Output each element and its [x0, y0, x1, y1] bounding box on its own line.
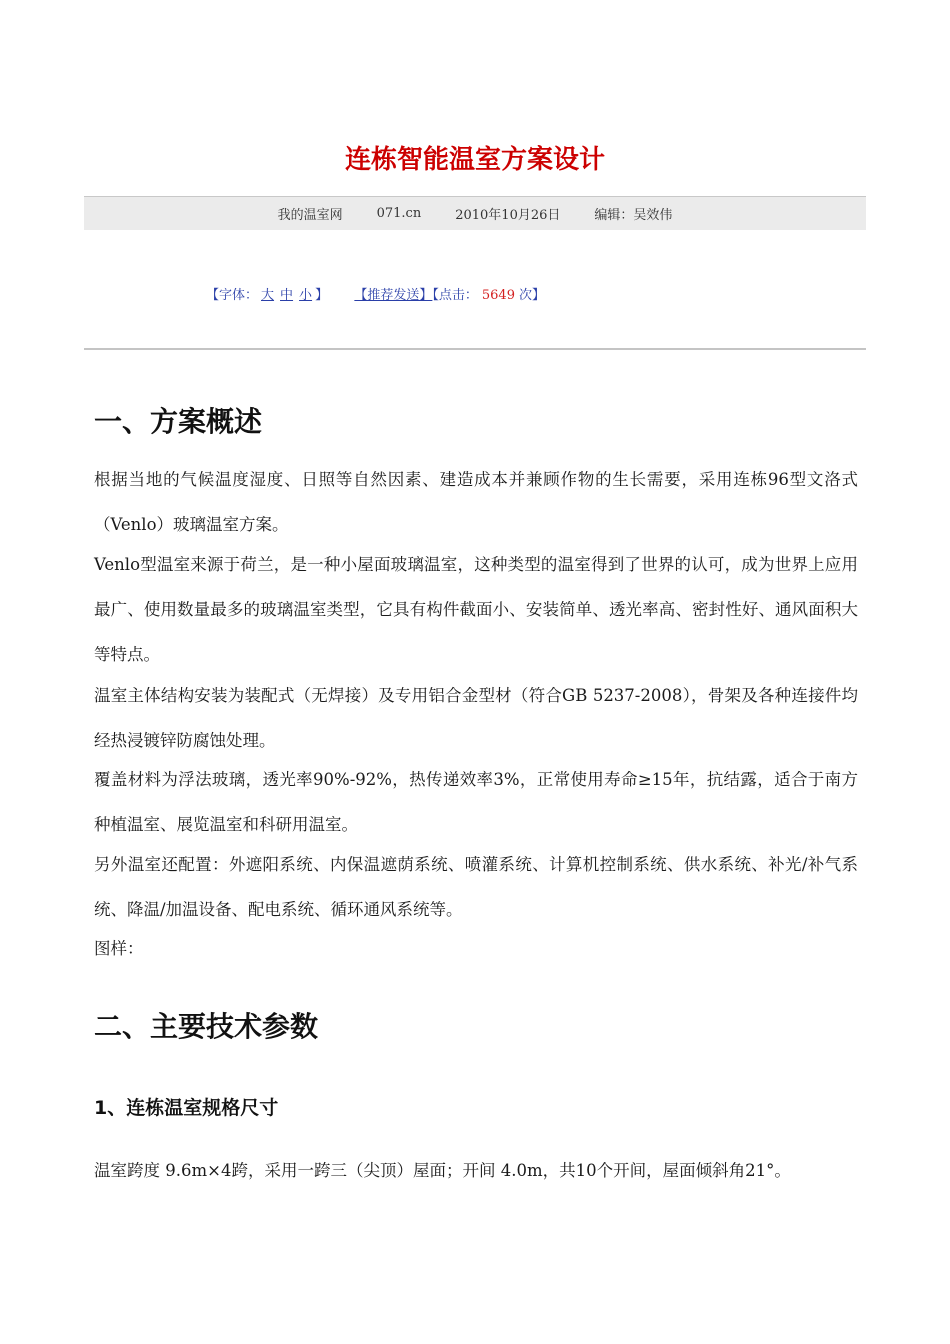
meta-date: 2010年10月26日	[455, 208, 561, 223]
font-size-large-link[interactable]: 大	[261, 288, 275, 303]
overview-paragraph: 另外温室还配置：外遮阳系统、内保温遮荫系统、喷灌系统、计算机控制系统、供水系统、补光/补气系统、降温/加温设备、配电系统、循环通风系统等。	[94, 855, 858, 919]
subsection-heading: 1、连栋温室规格尺寸	[94, 1097, 279, 1119]
click-count: 5649	[481, 288, 515, 303]
article-title: 连栋智能温室方案设计	[344, 145, 605, 175]
meta-source: 我的温室网	[277, 208, 343, 223]
article-tools	[206, 284, 545, 303]
meta-site: 071.cn	[376, 206, 422, 221]
section-heading-overview: 一、方案概述	[94, 405, 263, 438]
meta-editor: 编辑：吴效伟	[594, 208, 673, 223]
font-size-selector	[206, 288, 332, 303]
font-size-close: 】	[315, 288, 329, 303]
section-heading-parameters: 二、主要技术参数	[94, 1010, 319, 1043]
overview-paragraph: 温室主体结构安装为装配式（无焊接）及专用铝合金型材（符合GB 5237-2008），骨架及各种连接件均经热浸镀锌防腐蚀处理。	[94, 686, 858, 750]
font-size-open: 【字体：	[206, 288, 259, 303]
overview-paragraph: Venlo型温室来源于荷兰，是一种小屋面玻璃温室，这种类型的温室得到了世界的认可，成为世界上应用最广、使用数量最多的玻璃温室类型，它具有构件截面小、安装简单、透光率高、密封性好、通风面积大等特点。	[94, 555, 858, 664]
clicks-open: 【点击：	[432, 288, 478, 303]
figure-label: 图样：	[94, 939, 144, 958]
overview-paragraph: 根据当地的气候温度湿度、日照等自然因素、建造成本并兼顾作物的生长需要，采用连栋96型文洛式（Venlo）玻璃温室方案。	[94, 470, 858, 534]
overview-paragraph: 覆盖材料为浮法玻璃，透光率90%-92%，热传递效率3%，正常使用寿命≥15年，抗结露，适合于南方种植温室、展览温室和科研用温室。	[94, 770, 858, 834]
parameters-paragraph: 温室跨度 9.6m×4跨，采用一跨三（尖顶）屋面；开间 4.0m，共10个开间，屋面倾斜角21°。	[94, 1161, 791, 1180]
font-size-medium-link[interactable]: 中	[280, 288, 294, 303]
font-size-small-link[interactable]: 小	[299, 288, 313, 303]
recommend-send-link[interactable]: 【推荐发送】	[354, 288, 433, 303]
article-meta-bar	[84, 196, 866, 230]
clicks-close: 次】	[518, 288, 545, 303]
divider	[84, 348, 866, 350]
